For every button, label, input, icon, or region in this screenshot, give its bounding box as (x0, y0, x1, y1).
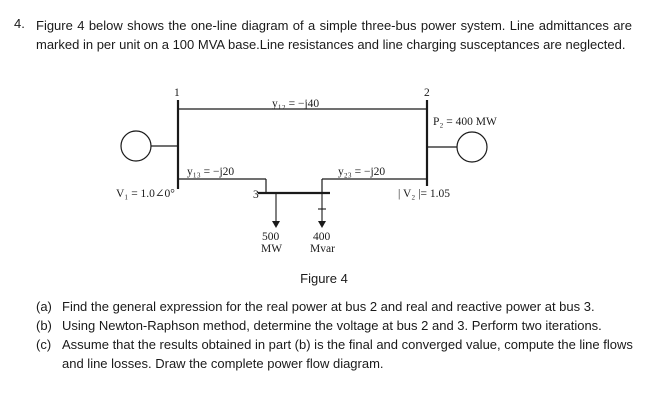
part-c-text: Assume that the results obtained in part (b) is the final and converged value, compute the line flows and line losses. Draw the complete power flow diagram. (62, 337, 633, 371)
question-parts (36, 297, 636, 373)
load-q-value: 400 (313, 231, 331, 243)
p2-label: P₂ = 400 MW (433, 116, 497, 128)
question-text: Figure 4 below shows the one-line diagram of a simple three-bus power system. Line admittances are marked in per unit on a 100 MVA base.Line resistances and line charging susceptances are neglected. (36, 18, 632, 52)
y12-label: y₁₂ = −j40 (272, 98, 320, 110)
figure-caption: Figure 4 (300, 271, 348, 286)
v2-label: | V₂ |= 1.05 (398, 188, 450, 200)
y23-label: y₂₃ = −j20 (338, 166, 386, 178)
load-p-unit: MW (261, 243, 283, 255)
bus-2-label: 2 (424, 87, 430, 99)
part-a (36, 297, 636, 316)
generator-1-icon (121, 131, 151, 161)
part-a-text: Find the general expression for the real power at bus 2 and real and reactive power at bus 3. (62, 299, 595, 314)
one-line-diagram (0, 85, 648, 265)
question-number: 4. (14, 16, 25, 31)
part-c (36, 335, 636, 373)
part-a-label: (a) (36, 299, 52, 314)
generator-2-icon (457, 132, 487, 162)
load-q-arrowhead-icon (318, 221, 326, 228)
part-c-label: (c) (36, 337, 52, 352)
load-p-arrowhead-icon (272, 221, 280, 228)
bus-3-label: 3 (253, 189, 259, 201)
y13-label: y₁₃ = −j20 (187, 166, 235, 178)
load-q-unit: Mvar (310, 243, 335, 255)
part-b-text: Using Newton-Raphson method, determine the voltage at bus 2 and 3. Perform two iterations. (62, 318, 602, 333)
load-p-value: 500 (262, 231, 280, 243)
bus-1-label: 1 (174, 87, 180, 99)
part-b (36, 316, 636, 335)
part-b-label: (b) (36, 318, 52, 333)
v1-label: V₁ = 1.0∠0° (116, 188, 175, 200)
